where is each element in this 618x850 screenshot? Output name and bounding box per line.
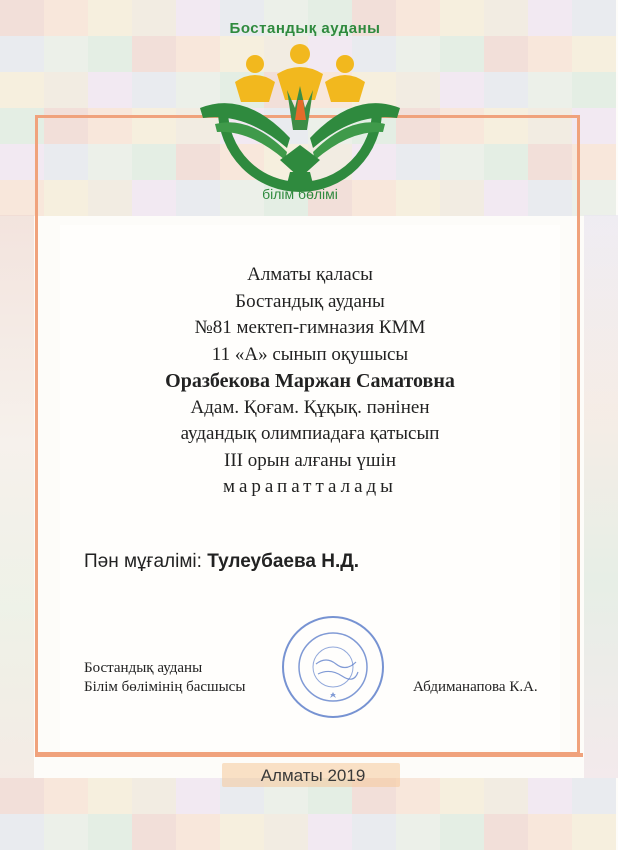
mosaic-tile — [132, 0, 176, 36]
school-line: №81 мектеп-гимназия КММ — [194, 317, 426, 338]
student-name: Оразбекова Маржан Саматовна — [165, 370, 455, 392]
mosaic-tile — [484, 778, 528, 814]
awarded-line: марапатталады — [223, 476, 397, 497]
mosaic-tile — [88, 778, 132, 814]
mosaic-tile — [528, 72, 572, 108]
mosaic-tile — [440, 36, 484, 72]
mosaic-tile — [176, 778, 220, 814]
mosaic-tile — [0, 814, 44, 850]
mosaic-tile — [484, 0, 528, 36]
orange-frame-bottom — [35, 753, 583, 757]
mosaic-tile — [88, 72, 132, 108]
mosaic-tile — [44, 0, 88, 36]
certificate-text — [120, 262, 500, 501]
mosaic-tile — [484, 36, 528, 72]
olympiad-line: аудандық олимпиадаға қатысып — [180, 423, 440, 444]
signature-title-line1: Бостандық ауданы — [84, 660, 203, 676]
mosaic-tile — [44, 72, 88, 108]
mosaic-tile — [484, 72, 528, 108]
mosaic-tile — [44, 778, 88, 814]
mosaic-tile — [572, 0, 616, 36]
decorative-mosaic-bottom — [0, 778, 618, 850]
mosaic-tile — [88, 814, 132, 850]
mosaic-tile — [88, 36, 132, 72]
logo-arc-text: Бостандық ауданы — [229, 20, 381, 37]
mosaic-tile — [572, 814, 616, 850]
city-line: Алматы қаласы — [247, 264, 373, 285]
signer-name: Абдиманапова К.А. — [413, 679, 538, 695]
mosaic-tile — [308, 814, 352, 850]
mosaic-tile — [396, 778, 440, 814]
district-line: Бостандық ауданы — [235, 290, 385, 312]
signature-title — [84, 659, 245, 697]
mosaic-tile — [0, 36, 44, 72]
signature-title-line2: Білім бөлімінің басшысы — [84, 679, 246, 695]
mosaic-tile — [440, 0, 484, 36]
teacher-name: Тулеубаева Н.Д. — [207, 551, 360, 572]
teacher-label: Пән мұғалімі: — [84, 551, 202, 572]
mosaic-tile — [220, 814, 264, 850]
mosaic-tile — [484, 814, 528, 850]
mosaic-tile — [264, 814, 308, 850]
logo-bottom-text: білім бөлімі — [262, 186, 338, 202]
decorative-strip-left — [0, 215, 34, 778]
mosaic-tile — [132, 72, 176, 108]
mosaic-tile — [440, 814, 484, 850]
mosaic-tile — [528, 814, 572, 850]
mosaic-tile — [396, 814, 440, 850]
city-year: Алматы 2019 — [260, 766, 366, 785]
mosaic-tile — [572, 778, 616, 814]
mosaic-tile — [0, 72, 44, 108]
mosaic-tile — [528, 36, 572, 72]
mosaic-tile — [440, 72, 484, 108]
mosaic-tile — [44, 36, 88, 72]
official-stamp — [278, 612, 388, 722]
decorative-strip-right — [584, 215, 618, 778]
mosaic-tile — [0, 0, 44, 36]
mosaic-tile — [528, 0, 572, 36]
mosaic-tile — [88, 0, 132, 36]
mosaic-tile — [0, 778, 44, 814]
place-line: ІІІ орын алғаны үшін — [224, 449, 396, 471]
mosaic-tile — [132, 36, 176, 72]
mosaic-tile — [528, 778, 572, 814]
mosaic-tile — [176, 814, 220, 850]
mosaic-tile — [572, 72, 616, 108]
mosaic-tile — [132, 814, 176, 850]
subject-line: Адам. Қоғам. Құқық. пәнінен — [190, 396, 430, 418]
mosaic-tile — [132, 778, 176, 814]
mosaic-tile — [44, 814, 88, 850]
mosaic-tile — [440, 778, 484, 814]
mosaic-tile — [572, 36, 616, 72]
teacher-line — [84, 551, 359, 573]
mosaic-tile — [352, 814, 396, 850]
class-line: 11 «А» сынып оқушысы — [211, 343, 409, 365]
